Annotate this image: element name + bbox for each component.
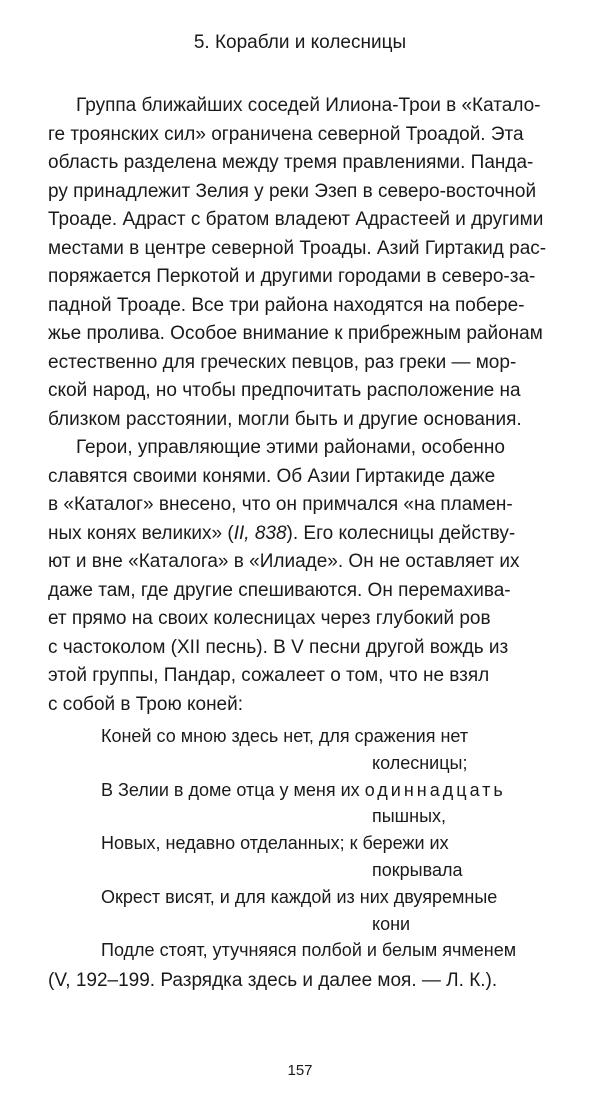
text-line: близком расстоянии, могли быть и другие основания. <box>48 408 522 430</box>
text-line: жье пролива. Особое внимание к прибрежным районам <box>48 323 543 344</box>
text-line: ской народ, но чтобы предпочитать расположение на <box>48 380 521 401</box>
text-line <box>48 520 516 549</box>
text-line: Герои, управляющие этими районами, особенно <box>76 437 505 458</box>
verse-quote <box>101 723 517 964</box>
citation: (V, 192–199. Разрядка здесь и далее моя. — Л. К.). <box>48 970 498 991</box>
verse-line: Новых, недавно отделанных; к бережи их <box>101 833 449 854</box>
running-header: 5. Корабли и колесницы <box>193 32 407 53</box>
verse-line-continuation: пышных, <box>372 806 447 827</box>
text-line: область разделена между тремя правлениями. Панда- <box>48 152 534 173</box>
text-line: ет прямо на своих колесницах через глубокий ров <box>48 608 491 629</box>
text-line: ру принадлежит Зелия у реки Эзеп в северо-восточной <box>48 180 537 202</box>
verse-line-continuation: кони <box>372 913 411 934</box>
text-line: естественно для греческих певцов, раз греки — мор- <box>48 351 517 373</box>
text-fragment: ных конях великих» ( <box>48 522 234 544</box>
verse-line <box>101 777 506 804</box>
text-line: славятся своими конями. Об Азии Гиртакиде даже <box>48 465 496 487</box>
text-line: падной Троаде. Все три района находятся на побере- <box>48 294 525 316</box>
text-line: Троаде. Адраст с братом владеют Адрастеей и другими <box>48 209 544 230</box>
text-line: с собой в Трою коней: <box>48 693 244 715</box>
paragraph-1 <box>48 92 547 434</box>
text-line: этой группы, Пандар, сожалеет о том, что не взял <box>48 665 490 686</box>
page-number: 157 <box>287 1062 313 1079</box>
text-line: местами в центре северной Троады. Азий Гиртакид рас- <box>48 237 547 259</box>
main-text <box>48 92 547 719</box>
reference-italic: II, 838 <box>233 522 287 544</box>
text-line: ге троянских сил» ограничена северной Троадой. Эта <box>48 123 524 145</box>
text-line: даже там, где другие спешиваются. Он перемахива- <box>48 579 511 601</box>
verse-line: Подле стоят, утучняяся полбой и белым ячменем <box>101 940 517 961</box>
text-line: поряжается Перкотой и другими городами в северо-за- <box>48 266 536 287</box>
verse-line: Коней со мною здесь нет, для сражения нет <box>101 726 469 746</box>
verse-line-continuation: колесницы; <box>372 752 468 773</box>
text-line: с частоколом (XII песнь). В V песни другой вождь из <box>48 636 509 658</box>
verse-line-continuation: покрывала <box>372 859 463 880</box>
verse-line: Окрест висят, и для каждой из них двуяремные <box>101 886 498 907</box>
text-fragment: ). Его колесницы действу- <box>286 522 516 544</box>
paragraph-2 <box>48 434 520 719</box>
text-line: в «Каталог» внесено, что он примчался «на пламен- <box>48 494 513 515</box>
text-line: ют и вне «Каталога» в «Илиаде». Он не оставляет их <box>48 551 520 572</box>
text-line: Группа ближайших соседей Илиона-Трои в «Катало- <box>76 95 541 116</box>
spaced-emphasis: одиннадцать <box>364 779 506 800</box>
verse-fragment: В Зелии в доме отца у меня их <box>101 779 365 800</box>
